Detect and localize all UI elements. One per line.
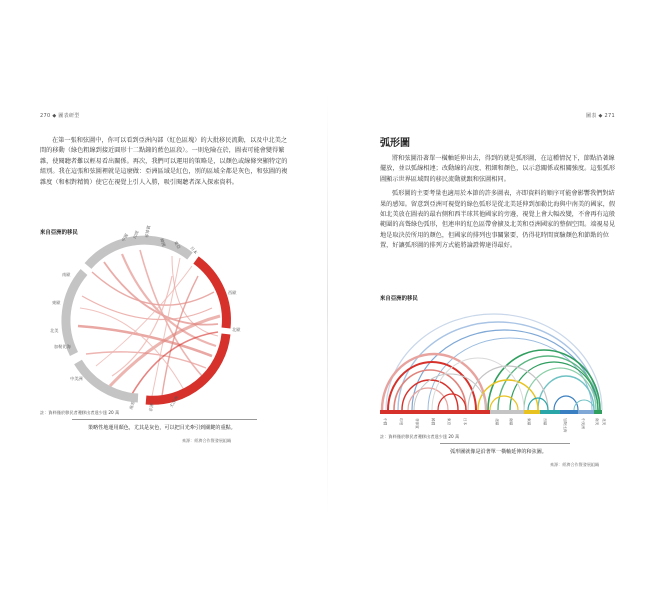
right-paragraph-1: 將和弦圖沿著單一橫軸延伸出去，得到的就是弧形圖，在這種情況下，節點沿著線擺放，並以弧線相連；改動線的高度、粗細和顏色，以示意關係或相關強度。這張弧形圖顯示世界區域間的移民流動就跟和弦圖相同。 (380, 155, 616, 183)
arc-label: 南歐 (509, 418, 513, 426)
arc-link (438, 394, 466, 410)
arc-link (386, 314, 602, 410)
left-page (0, 0, 327, 609)
arc-label: 南美 (595, 418, 599, 426)
chord-label: 東亞 (173, 240, 182, 250)
arc-node (560, 410, 578, 414)
right-source: 來源：經濟合作暨發展組織 (550, 462, 600, 467)
right-running-head: 圖表 ◆ 271 (586, 113, 615, 119)
arc-label: 北美 (602, 418, 606, 426)
chord-label: 非洲 (148, 403, 155, 413)
arc-label: 菲律賓 (415, 418, 419, 429)
arc-link (468, 366, 548, 410)
arc-node (490, 410, 524, 414)
arc-label: 中國 (383, 418, 387, 426)
arc-label: 印度 (399, 418, 403, 426)
arc-diagram (378, 300, 628, 440)
arc-node (380, 410, 490, 414)
left-source: 來源：經濟合作暨發展組織 (182, 438, 232, 443)
right-caption-rule (440, 443, 570, 444)
left-body-text (40, 136, 288, 188)
chord-label: 日本 (189, 245, 199, 256)
arc-label: 中美洲 (581, 418, 585, 429)
chord-label: 大洋洲 (168, 395, 180, 409)
chord-label: 韓國 (159, 237, 167, 248)
left-running-head: 270 ◆ 圖表研型 (40, 113, 80, 119)
arc-node (578, 410, 594, 414)
left-caption-rule (72, 419, 257, 420)
arc-label: 西歐 (543, 418, 547, 426)
right-paragraph-2: 弧形圖的主要考量也適用於本節的許多圖表，亦即資料的順序可能會影響我們對結果的感知。留意到亞洲可視覺的綠色弧形是從北美延伸到加勒比海與中南美的國家，假如北美放在圖表的最右側和西半球其他國家的旁邊，視覺上會大幅改變，不會再有這般範圍的高聳綠色弧形，但連串的紅色區帶會擴及北美和亞洲國家的整個空間。端視易見地是取決於所用的顏色，但國家的排列也事關緊要，仍得花時間實驗顏色和節點的位置，好讓弧形圖的排列方式能將論證傳達得最好。 (380, 190, 616, 250)
chord-label: 東歐 (52, 300, 61, 305)
chord-label: 北美 (50, 328, 59, 333)
arc-node-axis (380, 410, 602, 414)
left-paragraph: 在第一張和弦圖中，你可以看到亞洲內部（紅色區塊）的大批移民流動，以及中北美之間的移動（綠色粗線到接近圓形十二點鐘的藍色區段）。一則危險在於，圖表可能會變得繁雜，使閱聽者難以輕易看出關係。再次，我們可以運用的策略是，以顏色或線條突顯特定的組別。我在這張和弦圖裡就是這麼做：亞洲區域是紅色，別的區域全都是灰色，和弦圖的複雜度（和相對精簡）使它在視覺上引人入勝，吸引閱聽者深入探索資料。 (40, 137, 288, 186)
arc-link (490, 396, 518, 410)
arc-labels (383, 418, 607, 433)
arc-label: 東亞 (447, 418, 451, 426)
left-caption: 策略性地運用顏色，尤其是灰色，可以把目光牽引到關鍵的重點。 (88, 425, 236, 431)
arc-node (594, 410, 602, 414)
arc-link (412, 330, 596, 410)
ring-segment-gray (66, 272, 84, 354)
right-figure-note: 註：資料僅於移民者遷移出者達少達 20 萬 (380, 434, 460, 439)
left-figure-note: 註：資料僅於移民者遷移出者達少達 20 萬 (40, 410, 120, 415)
right-figure-title: 來自亞洲的移民 (380, 296, 418, 302)
chord-label: 西歐 (228, 290, 237, 295)
chord-label: 北歐 (232, 327, 241, 332)
chord-label: 菲律賓 (144, 224, 152, 239)
arc-label: 北歐 (495, 418, 499, 426)
arc-node (524, 410, 540, 414)
chord-ribbons (78, 250, 220, 396)
section-title: 弧形圖 (380, 138, 410, 149)
chord-label: 中美洲 (70, 376, 83, 381)
right-page (328, 0, 655, 609)
arc-links (382, 314, 602, 410)
left-figure-title: 來自亞洲的移民 (40, 230, 78, 236)
chord-label: 中國 (120, 232, 130, 243)
arc-node (540, 410, 560, 414)
chord-label: 南美 (128, 400, 136, 411)
arc-link (394, 370, 466, 410)
chord-label: 加勒比海 (54, 344, 71, 349)
arc-label: 加勒比海 (563, 418, 567, 433)
arc-label: 日本 (463, 418, 467, 426)
chord-ribbon (78, 326, 212, 356)
arc-label: 韓國 (431, 418, 435, 426)
chord-label: 南歐 (62, 272, 71, 277)
right-body-text (380, 154, 616, 252)
right-caption: 弧形圖就像是沿著單一橫軸延伸的和弦圖。 (450, 449, 547, 455)
arc-label: 東歐 (527, 418, 531, 426)
chord-label: 印度 (132, 229, 140, 240)
